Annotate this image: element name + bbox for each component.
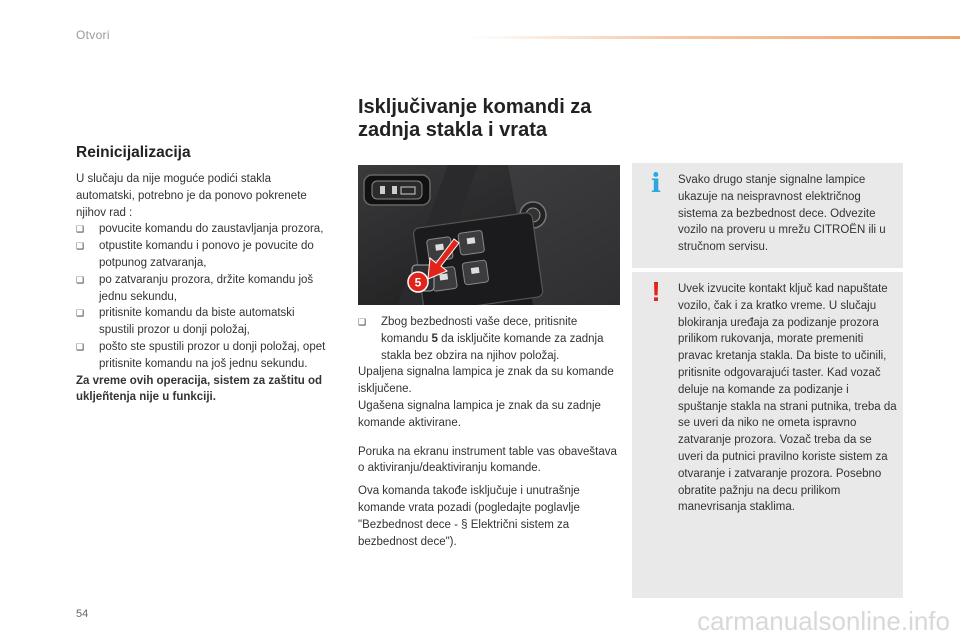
section-title: Otvori <box>76 28 110 42</box>
command-number: 5 <box>431 332 438 345</box>
inner-door-text: Ova komanda takođe isključuje i unutrašnje komande vrata pozadi (pogledajte poglavlje "Bezbednost dece - § Električni sistem za bezbednost dece"). <box>358 485 580 548</box>
warning-box <box>632 272 903 598</box>
info-text: Svako drugo stanje signalne lampice ukazuje na neispravnost električnog sistema za bezbednost dece. Odvezite vozilo na proveru u mrežu CITROËN ili u stručnom servisu. <box>678 174 886 254</box>
bullet-marker-icon: ❑ <box>358 317 367 327</box>
reinitialization-heading: Reinicijalizacija <box>76 144 191 161</box>
header-accent-bar <box>470 36 960 39</box>
list-item: ❑ pošto ste spustili prozor u donji položaj, opet pritisnite komandu na još jednu sekundu. <box>76 340 326 370</box>
list-item: ❑ po zatvaranju prozora, držite komandu još jednu sekundu, <box>76 273 314 303</box>
bullet-marker-icon: ❑ <box>76 241 85 252</box>
instrument-message-text: Poruka na ekranu instrument table vas obaveštava o aktiviranju/deaktiviranju komande. <box>358 445 617 475</box>
list-item: ❑ pritisnite komandu da biste automatski spustili prozor u donji položaj, <box>76 307 295 337</box>
watermark: carmanualsonline.info <box>697 606 950 636</box>
list-item: ❑ otpustite komandu i ponovo je povucite do potpunog zatvaranja, <box>76 240 314 269</box>
lamp-on-text: Upaljena signalna lampica je znak da su komande isključene. <box>358 366 614 396</box>
child-lock-text <box>358 314 624 550</box>
bullet-marker-icon: ❑ <box>76 224 85 235</box>
child-lock-title: Isključivanje komandi za zadnja stakla i vrata <box>358 96 592 141</box>
info-box <box>632 163 903 268</box>
door-panel-illustration <box>358 165 620 305</box>
operation-warning: Za vreme ovih operacija, sistem za zaštitu od ukljeñtenja nije u funkciji. <box>76 374 323 404</box>
callout-label: 5 <box>414 275 422 290</box>
page-number: 54 <box>76 608 89 620</box>
bullet-marker-icon: ❑ <box>76 341 85 352</box>
list-item: ❑ povucite komandu do zaustavljanja prozora, <box>76 221 332 238</box>
info-icon: i <box>651 169 661 199</box>
reinitialization-steps <box>76 221 332 372</box>
list-item: ❑ Zbog bezbednosti vaše dece, pritisnite komandu 5 da isključite komande za zadnja stakla bez obzira na njihov položaj. <box>358 316 604 362</box>
reinitialization-intro: U slučaju da nije moguće podići stakla automatski, potrebno je da ponovo pokrenete njihov rad : <box>76 173 307 219</box>
reinitialization-section <box>76 143 332 406</box>
door-control-photo <box>358 165 620 305</box>
lamp-off-text: Ugašena signalna lampica je znak da su zadnje komande aktivirane. <box>358 399 601 429</box>
bullet-marker-icon: ❑ <box>76 274 85 285</box>
bullet-marker-icon: ❑ <box>76 308 85 319</box>
warning-icon: ! <box>651 276 661 307</box>
warning-text: Uvek izvucite kontakt ključ kad napuštate vozilo, čak i za kratko vreme. U slučaju blokiranja uređaja za podizanje prozora prilikom rukovanja, morate premeniti pravac kretanja stakla. Da biste to učinili, pritisnite odgovarajući taster. Kad vozač deluje na komande za podizanje i spuštanje stakla na strani putnika, treba da se uveri da niko ne ometa ispravno zatvaranje prozora. Vozač treba da se uveri da putnici pravilno koriste sistem za otvaranje i zatvaranje prozora. Posebno obratite pažnju na decu prilikom manevrisanja staklima. <box>678 283 897 514</box>
